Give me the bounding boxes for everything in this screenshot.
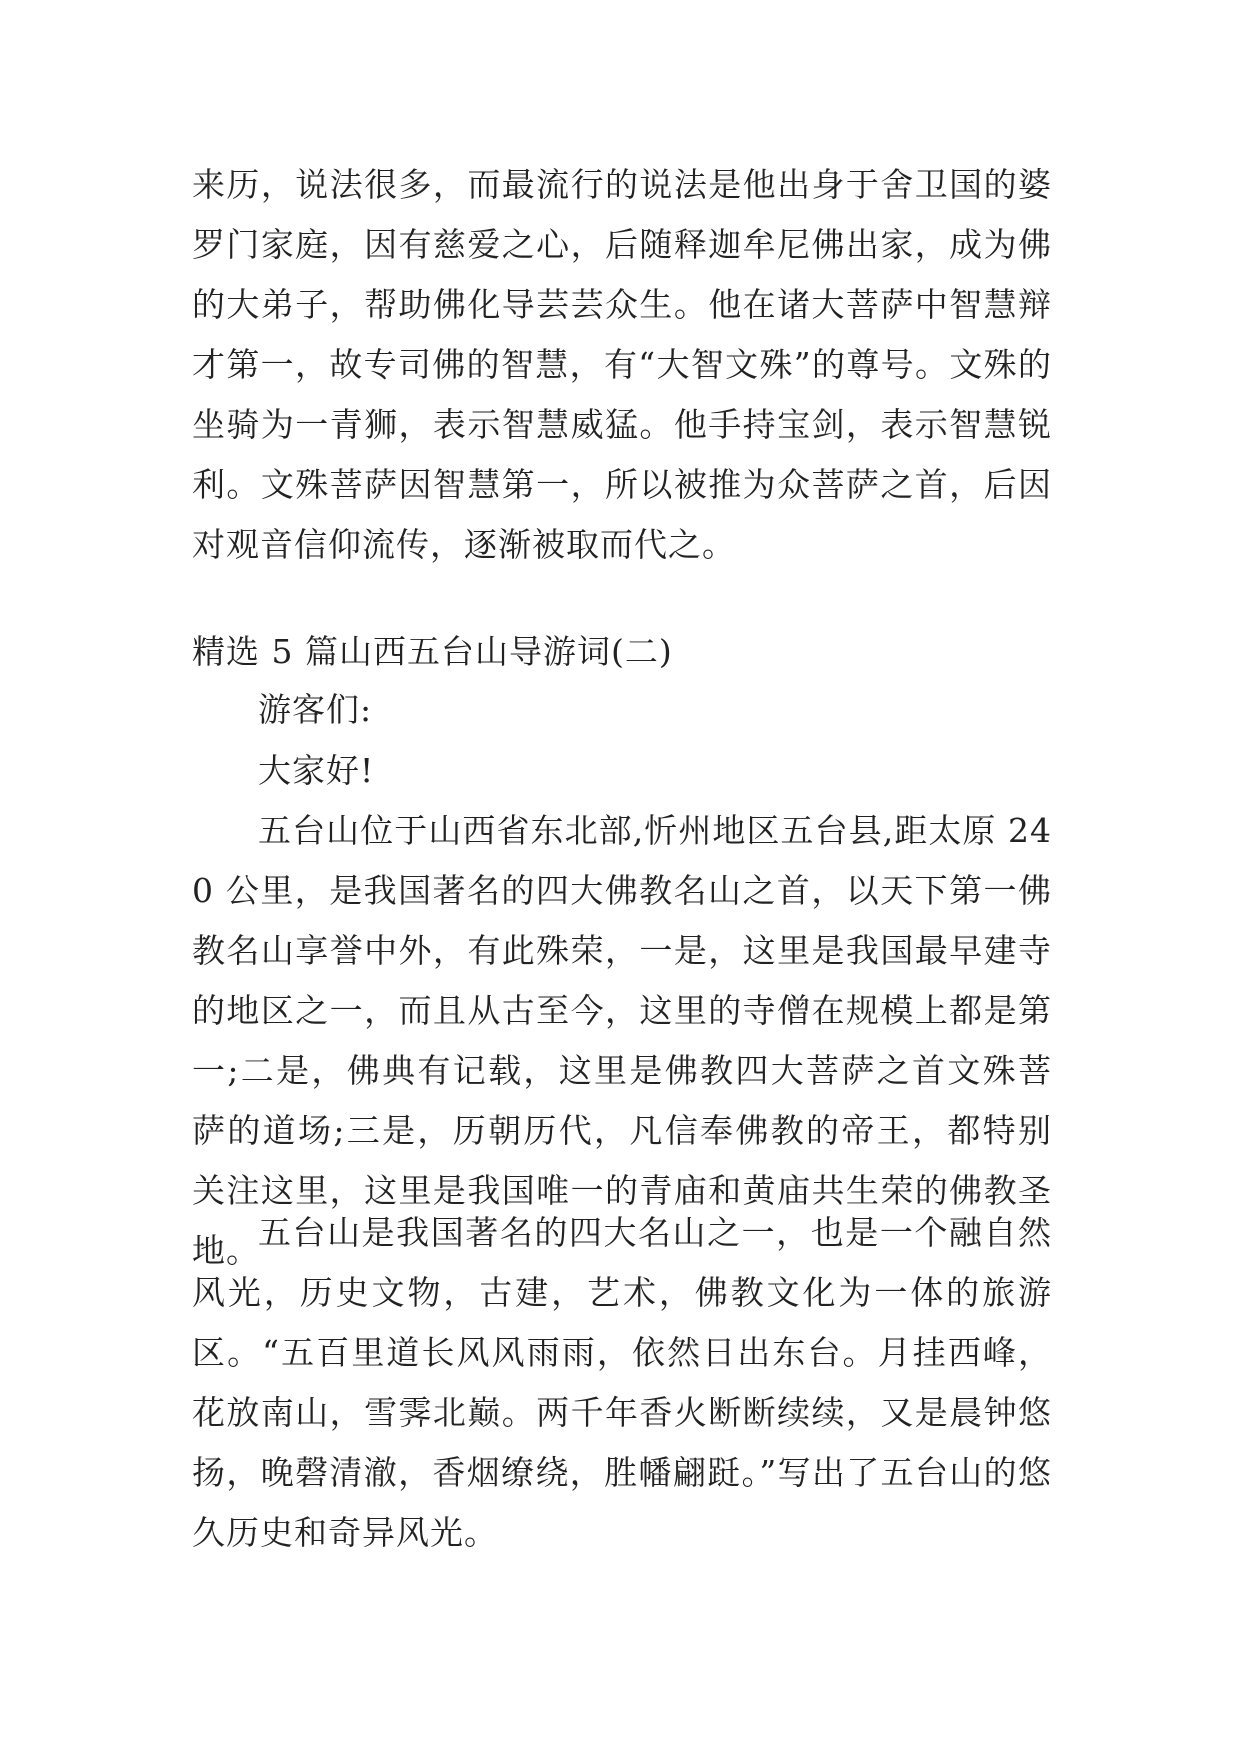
greeting-line: 游客们: [258, 690, 373, 729]
body-paragraph: 五台山是我国著名的四大名山之一，也是一个融自然风光，历史文物，古建，艺术，佛教文化为一体的旅游区。“五百里道长风风雨雨，依然日出东台。月挂西峰，花放南山，雪霁北巅。两千年香火断断续续，又是晨钟悠扬，晚磬清澈，香烟缭绕，胜幡翩跹。”写出了五台山的悠久历史和奇异风光。 [192, 1213, 1052, 1552]
body-paragraph: 五台山位于山西省东北部,忻州地区五台县,距太原 240 公里，是我国著名的四大佛教名山之首，以天下第一佛教名山享誉中外，有此殊荣，一是，这里是我国最早建寺的地区之一，而且从古至今，这里的寺僧在规模上都是第一;二是，佛典有记载，这里是佛教四大菩萨之首文殊菩萨的道场;三是，历朝历代，凡信奉佛教的帝王，都特别关注这里，这里是我国唯一的青庙和黄庙共生荣的佛教圣地。 [192, 811, 1052, 1270]
section-title: 精选 5 篇山西五台山导游词(二) [192, 632, 673, 671]
continuation-paragraph: 来历，说法很多，而最流行的说法是他出身于舍卫国的婆罗门家庭，因有慈爱之心，后随释迦牟尼佛出家，成为佛的大弟子，帮助佛化导芸芸众生。他在诸大菩萨中智慧辩才第一，故专司佛的智慧，有“大智文殊”的尊号。文殊的坐骑为一青狮，表示智慧威猛。他手持宝剑，表示智慧锐利。文殊菩萨因智慧第一，所以被推为众菩萨之首，后因对观音信仰流传，逐渐被取而代之。 [192, 165, 1052, 564]
greeting-line: 大家好! [258, 751, 375, 790]
